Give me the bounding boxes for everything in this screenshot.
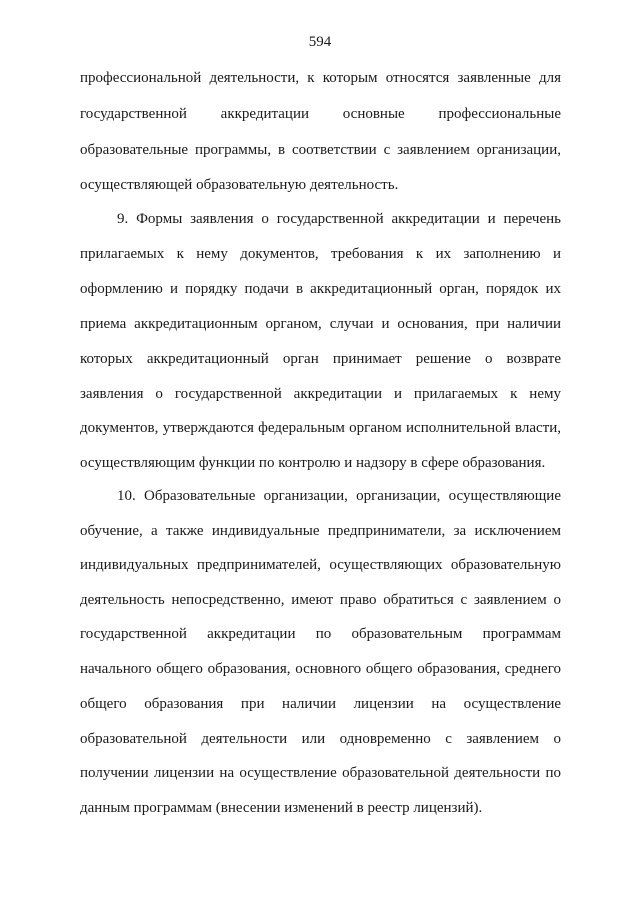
paragraph-1-line-3: образовательные программы, в соответствии с заявлением организации, <box>80 142 561 158</box>
paragraph-3-line-9: получении лицензии на осуществление образовательной деятельности по <box>80 765 561 781</box>
paragraph-3-line-8: образовательной деятельности или одновременно с заявлением о <box>80 731 561 747</box>
paragraph-3-line-3: индивидуальных предпринимателей, осуществляющих образовательную <box>80 557 561 573</box>
paragraph-2-line-7: документов, утверждаются федеральным органом исполнительной власти, <box>80 420 561 436</box>
paragraph-1-line-1: профессиональной деятельности, к которым относятся заявленные для <box>80 70 561 86</box>
paragraph-2-line-3: оформлению и порядку подачи в аккредитационный орган, порядок их <box>80 281 561 297</box>
paragraph-1-line-4: осуществляющей образовательную деятельность. <box>80 177 399 193</box>
paragraph-1-line-2: государственной аккредитации основные профессиональные <box>80 106 561 122</box>
paragraph-3-line-5: государственной аккредитации по образовательным программам <box>80 626 561 642</box>
paragraph-2-line-4: приема аккредитационным органом, случаи и основания, при наличии <box>80 316 561 332</box>
page-number: 594 <box>308 34 332 50</box>
paragraph-3-line-7: общего образования при наличии лицензии на осуществление <box>80 696 561 712</box>
paragraph-3-line-10: данным программам (внесении изменений в реестр лицензий). <box>80 800 483 816</box>
paragraph-3-line-2: обучение, а также индивидуальные предприниматели, за исключением <box>80 523 561 539</box>
paragraph-2-line-8: осуществляющим функции по контролю и надзору в сфере образования. <box>80 455 546 471</box>
paragraph-2-line-5: которых аккредитационный орган принимает решение о возврате <box>80 351 561 367</box>
paragraph-2-line-6: заявления о государственной аккредитации и прилагаемых к нему <box>80 386 561 402</box>
paragraph-2-line-1: 9. Формы заявления о государственной аккредитации и перечень <box>117 211 561 227</box>
paragraph-3-line-1: 10. Образовательные организации, организации, осуществляющие <box>117 488 561 504</box>
paragraph-3-line-6: начального общего образования, основного общего образования, среднего <box>80 661 561 677</box>
paragraph-3-line-4: деятельность непосредственно, имеют право обратиться с заявлением о <box>80 592 561 608</box>
paragraph-2-line-2: прилагаемых к нему документов, требования к их заполнению и <box>80 246 561 262</box>
